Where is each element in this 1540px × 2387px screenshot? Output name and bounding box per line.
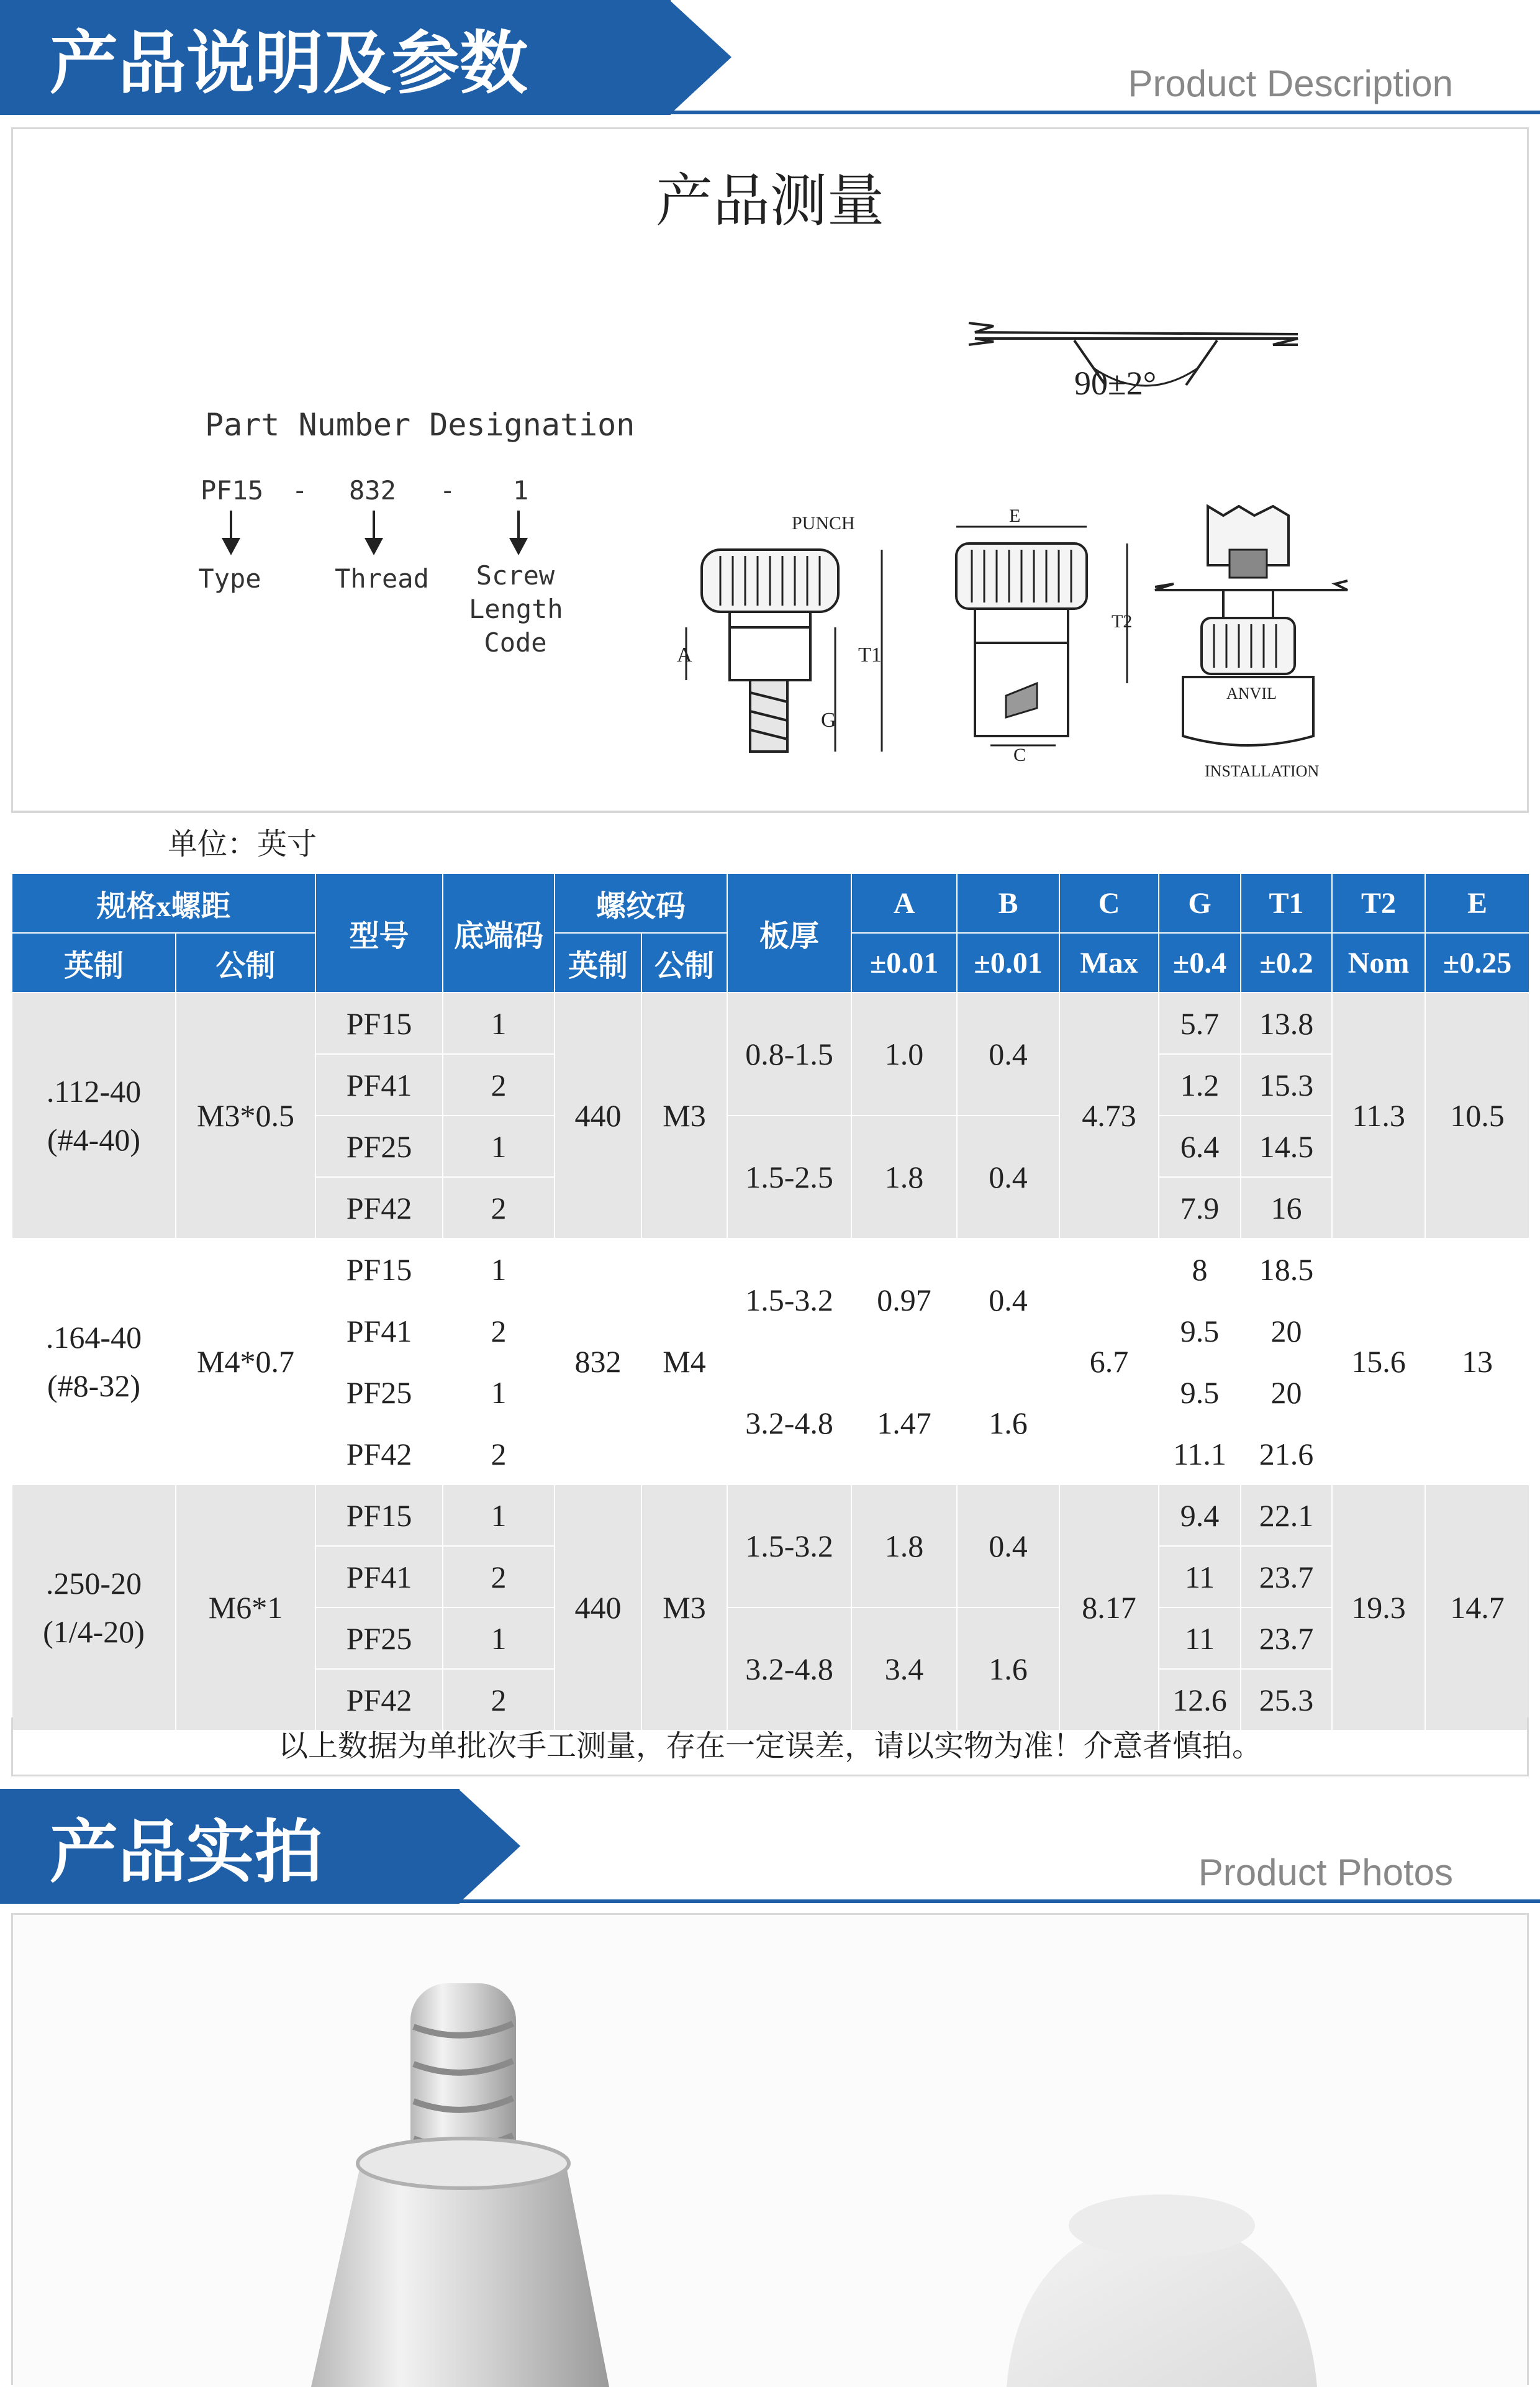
cell-thickness: 3.2-4.8 [727, 1362, 851, 1484]
banner-title-block [0, 0, 671, 115]
col-header-a-tolerance: ±0.01 [851, 933, 957, 993]
cell-bottom-code: 1 [443, 993, 555, 1054]
col-header-thread-imperial: 英制 [555, 933, 641, 993]
pn-code-type: PF15 [201, 475, 264, 506]
cell-model: PF25 [315, 1362, 443, 1423]
cell-c: 6.7 [1059, 1239, 1159, 1484]
countersink-angle-diagram [962, 311, 1310, 416]
cell-t1: 21.6 [1241, 1423, 1332, 1484]
e-label: E [1009, 506, 1021, 526]
cell-g: 12.6 [1159, 1669, 1241, 1730]
cell-thickness: 1.5-3.2 [727, 1239, 851, 1362]
col-header-t2-nom: Nom [1332, 933, 1425, 993]
pn-code-dash: - [440, 475, 456, 506]
col-header-t1-tolerance: ±0.2 [1241, 933, 1332, 993]
cell-b: 1.6 [957, 1607, 1059, 1730]
cell-model: PF41 [315, 1300, 443, 1362]
cell-g: 11 [1159, 1546, 1241, 1607]
measurement-note: 以上数据为单批次手工测量，存在一定误差，请以实物为准！介意者慎拍。 [11, 1717, 1529, 1776]
table-row [12, 993, 1529, 1054]
cell-imperial-gauge: (#8-32) [47, 1368, 140, 1403]
cell-bottom-code: 2 [443, 1669, 555, 1730]
col-header-model: 型号 [315, 873, 443, 993]
section-subtitle-en: Product Photos [1198, 1852, 1453, 1893]
cell-imperial-gauge: (#4-40) [47, 1122, 140, 1157]
cell-thread-imperial: 440 [555, 1484, 641, 1730]
cell-t1: 16 [1241, 1177, 1332, 1239]
table-row [12, 1484, 1529, 1546]
cell-t1: 25.3 [1241, 1669, 1332, 1730]
col-header-c: C [1059, 873, 1159, 933]
cell-a: 0.97 [851, 1239, 957, 1362]
cell-thickness: 1.5-3.2 [727, 1484, 851, 1607]
cell-thread-metric: M4 [641, 1239, 727, 1484]
cell-g: 11.1 [1159, 1423, 1241, 1484]
banner-arrow-shape [669, 0, 732, 115]
cell-metric-spec: M3*0.5 [176, 993, 315, 1239]
cell-bottom-code: 2 [443, 1054, 555, 1116]
col-header-thread-code: 螺纹码 [555, 873, 727, 933]
angle-label: 90±2° [1074, 365, 1157, 402]
cell-g: 7.9 [1159, 1177, 1241, 1239]
cell-b: 0.4 [957, 1116, 1059, 1239]
cell-g: 6.4 [1159, 1116, 1241, 1177]
cell-g: 9.4 [1159, 1484, 1241, 1546]
col-header-c-max: Max [1059, 933, 1159, 993]
cell-model: PF15 [315, 993, 443, 1054]
cell-thread-imperial: 832 [555, 1239, 641, 1484]
pn-label-screw-length-code: Screw Length Code [469, 560, 563, 658]
cell-t2: 11.3 [1332, 993, 1425, 1239]
cell-imperial-size: .164-40 [45, 1320, 142, 1355]
punch-label: PUNCH [792, 513, 855, 534]
cell-t2: 19.3 [1332, 1484, 1425, 1730]
col-header-spec: 规格x螺距 [12, 873, 315, 933]
section-title: 产品说明及参数 [50, 23, 528, 103]
col-header-g: G [1159, 873, 1241, 933]
product-photo-panel [11, 1913, 1529, 2385]
product-photo [13, 1915, 1527, 2387]
cell-t1: 13.8 [1241, 993, 1332, 1054]
pn-code-thread: 832 [349, 475, 396, 506]
col-header-t2: T2 [1332, 873, 1425, 933]
unit-label: 单位：英寸 [168, 827, 317, 862]
cell-model: PF15 [315, 1239, 443, 1300]
cell-e: 13 [1425, 1239, 1529, 1484]
col-header-e: E [1425, 873, 1529, 933]
section-banner-photos [0, 1789, 1540, 1907]
cell-a: 1.0 [851, 993, 957, 1116]
fastener-dimension-drawing [677, 497, 1360, 789]
cell-bottom-code: 2 [443, 1177, 555, 1239]
cell-t2: 15.6 [1332, 1239, 1425, 1484]
cell-b: 1.6 [957, 1362, 1059, 1484]
col-header-thread-metric: 公制 [641, 933, 727, 993]
cell-thickness: 1.5-2.5 [727, 1116, 851, 1239]
table-row [12, 1239, 1529, 1300]
section-subtitle-en: Product Description [1128, 63, 1453, 104]
cell-c: 4.73 [1059, 993, 1159, 1239]
cell-model: PF42 [315, 1669, 443, 1730]
banner-arrow-shape [458, 1789, 520, 1904]
cell-t1: 14.5 [1241, 1116, 1332, 1177]
col-header-a: A [851, 873, 957, 933]
col-header-e-tolerance: ±0.25 [1425, 933, 1529, 993]
diagram-title: 产品测量 [655, 168, 884, 234]
cell-imperial-spec [12, 1239, 176, 1484]
col-header-b-tolerance: ±0.01 [957, 933, 1059, 993]
cell-bottom-code: 2 [443, 1423, 555, 1484]
c-label: C [1013, 745, 1026, 765]
cell-t1: 18.5 [1241, 1239, 1332, 1300]
pn-code-length: 1 [513, 475, 529, 506]
cell-e: 10.5 [1425, 993, 1529, 1239]
cell-t1: 23.7 [1241, 1607, 1332, 1669]
cell-g: 11 [1159, 1607, 1241, 1669]
a-label: A [677, 643, 692, 666]
installation-label: INSTALLATION [1205, 762, 1320, 780]
cell-bottom-code: 2 [443, 1300, 555, 1362]
cell-imperial-spec [12, 993, 176, 1239]
cell-g: 9.5 [1159, 1300, 1241, 1362]
cell-b: 0.4 [957, 993, 1059, 1116]
cell-a: 1.8 [851, 1116, 957, 1239]
pn-label-thread: Thread [335, 563, 429, 594]
cell-b: 0.4 [957, 1484, 1059, 1607]
col-header-metric: 公制 [176, 933, 315, 993]
banner-underline [0, 111, 1540, 114]
cell-a: 3.4 [851, 1607, 957, 1730]
cell-model: PF25 [315, 1607, 443, 1669]
down-arrow-icon [373, 511, 375, 542]
cell-bottom-code: 1 [443, 1239, 555, 1300]
pn-label-type: Type [198, 563, 261, 594]
cell-a: 1.47 [851, 1362, 957, 1484]
cell-bottom-code: 1 [443, 1484, 555, 1546]
cell-bottom-code: 2 [443, 1546, 555, 1607]
cell-g: 5.7 [1159, 993, 1241, 1054]
cell-t1: 23.7 [1241, 1546, 1332, 1607]
cell-e: 14.7 [1425, 1484, 1529, 1730]
cell-g: 8 [1159, 1239, 1241, 1300]
cell-c: 8.17 [1059, 1484, 1159, 1730]
cell-t1: 15.3 [1241, 1054, 1332, 1116]
cell-thickness: 3.2-4.8 [727, 1607, 851, 1730]
cell-bottom-code: 1 [443, 1116, 555, 1177]
cell-bottom-code: 1 [443, 1362, 555, 1423]
cell-imperial-size: .112-40 [46, 1074, 142, 1109]
cell-model: PF42 [315, 1177, 443, 1239]
col-header-imperial: 英制 [12, 933, 176, 993]
section-title: 产品实拍 [50, 1812, 323, 1892]
cell-model: PF41 [315, 1546, 443, 1607]
cell-thread-metric: M3 [641, 993, 727, 1239]
down-arrow-icon [517, 511, 520, 542]
cell-model: PF15 [315, 1484, 443, 1546]
cell-b: 0.4 [957, 1239, 1059, 1362]
cell-imperial-gauge: (1/4-20) [43, 1614, 145, 1649]
cell-g: 9.5 [1159, 1362, 1241, 1423]
cell-model: PF42 [315, 1423, 443, 1484]
banner-title-block [0, 1789, 460, 1904]
pn-code-dash: - [292, 475, 308, 506]
table-header-row [12, 873, 1529, 933]
cell-imperial-spec [12, 1484, 176, 1730]
cell-t1: 22.1 [1241, 1484, 1332, 1546]
col-header-g-tolerance: ±0.4 [1159, 933, 1241, 993]
cell-t1: 20 [1241, 1300, 1332, 1362]
cell-bottom-code: 1 [443, 1607, 555, 1669]
cell-model: PF25 [315, 1116, 443, 1177]
col-header-b: B [957, 873, 1059, 933]
cell-metric-spec: M4*0.7 [176, 1239, 315, 1484]
col-header-t1: T1 [1241, 873, 1332, 933]
g-label: G [821, 709, 836, 732]
down-arrow-icon [230, 511, 232, 542]
part-number-heading: Part Number Designation [205, 407, 635, 443]
cell-metric-spec: M6*1 [176, 1484, 315, 1730]
cell-thickness: 0.8-1.5 [727, 993, 851, 1116]
cell-imperial-size: .250-20 [45, 1566, 142, 1601]
banner-underline [0, 1899, 1540, 1903]
cell-t1: 20 [1241, 1362, 1332, 1423]
cell-g: 1.2 [1159, 1054, 1241, 1116]
section-banner-description [0, 0, 1540, 118]
cell-model: PF41 [315, 1054, 443, 1116]
col-header-bottom-code: 底端码 [443, 873, 555, 993]
col-header-thickness: 板厚 [727, 873, 851, 993]
spec-table [11, 873, 1530, 1731]
cell-a: 1.8 [851, 1484, 957, 1607]
t1-label: T1 [858, 643, 882, 666]
cell-thread-metric: M3 [641, 1484, 727, 1730]
anvil-label: ANVIL [1226, 684, 1277, 702]
cell-thread-imperial: 440 [555, 993, 641, 1239]
t2-label: T2 [1112, 611, 1133, 632]
